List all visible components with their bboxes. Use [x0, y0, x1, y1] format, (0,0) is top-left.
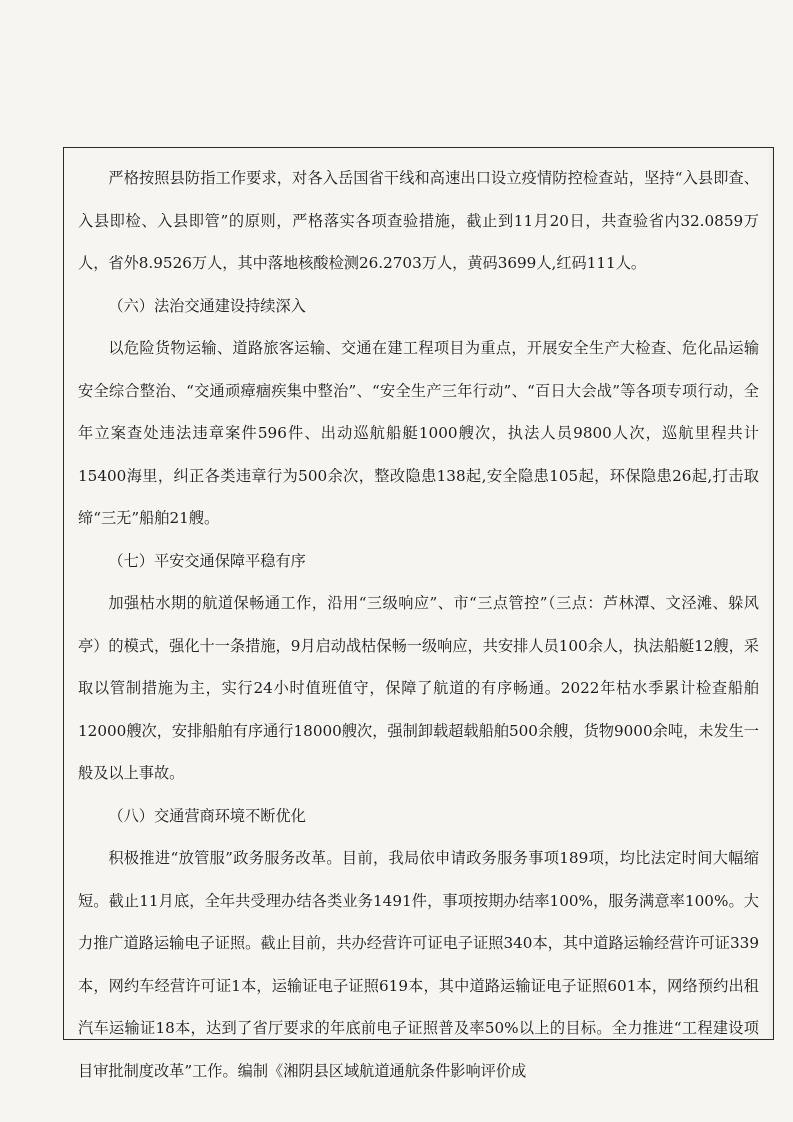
section-heading-6: （六）法治交通建设持续深入: [108, 296, 306, 315]
paragraph-business-environment: 积极推进“放管服”政务服务改革。目前，我局依申请政务服务事项189项，均比法定时间大幅缩短。截止11月底，全年共受理办结各类业务1491件，事项按期办结率100%，服务满意率100%。大力推广道路运输电子证照。截止目前，共办经营许可证电子证照340本，其中道路运输经营许可证339本，网约车经营许可证1本，运输证电子证照619本，其中道路运输证电子证照601本，网络预约出租汽车运输证18本，达到了省厅要求的年底前电子证照普及率50%以上的目标。全力推进“工程建设项目审批制度改革”工作。编制《湘阴县区域航道通航条件影响评价成: [78, 849, 759, 1080]
paragraph-law-enforcement: 以危险货物运输、道路旅客运输、交通在建工程项目为重点，开展安全生产大检查、危化品运输安全综合整治、“交通顽瘴痼疾集中整治”、“安全生产三年行动”、“百日大会战”等各项专项行动，全年立案查处违法违章案件596件、出动巡航船艇1000艘次，执法人员9800人次，巡航里程共计15400海里，纠正各类违章行为500余次，整改隐患138起,安全隐患105起，环保隐患26起,打击取缔“三无”船舶21艘。: [78, 339, 759, 527]
paragraph-dry-season-navigation: 加强枯水期的航道保畅通工作，沿用“三级响应”、市“三点管控”（三点：芦林潭、文泾滩、躲风亭）的模式，强化十一条措施，9月启动战枯保畅一级响应，共安排人员100余人，执法船艇12艘，采取以管制措施为主，实行24小时值班值守，保障了航道的有序畅通。2022年枯水季累计检查船舶12000艘次，安排船舶有序通行18000艘次，强制卸载超载船舶500余艘，货物9000余吨，未发生一般及以上事故。: [78, 594, 759, 782]
paragraph-epidemic-checkpoints: 严格按照县防指工作要求，对各入岳国省干线和高速出口设立疫情防控检查站，坚持“入县即查、入县即检、入县即管”的原则，严格落实各项查验措施，截止到11月20日，共查验省内32.0859万人，省外8.9526万人，其中落地核酸检测26.2703万人，黄码3699人,红码111人。: [78, 169, 759, 272]
document-frame: [63, 147, 774, 1080]
document-body: [64, 148, 773, 1092]
scan-edge-shadow: [767, 148, 773, 1039]
section-heading-7: （七）平安交通保障平稳有序: [108, 551, 306, 570]
section-heading-8: （八）交通营商环境不断优化: [108, 806, 306, 825]
